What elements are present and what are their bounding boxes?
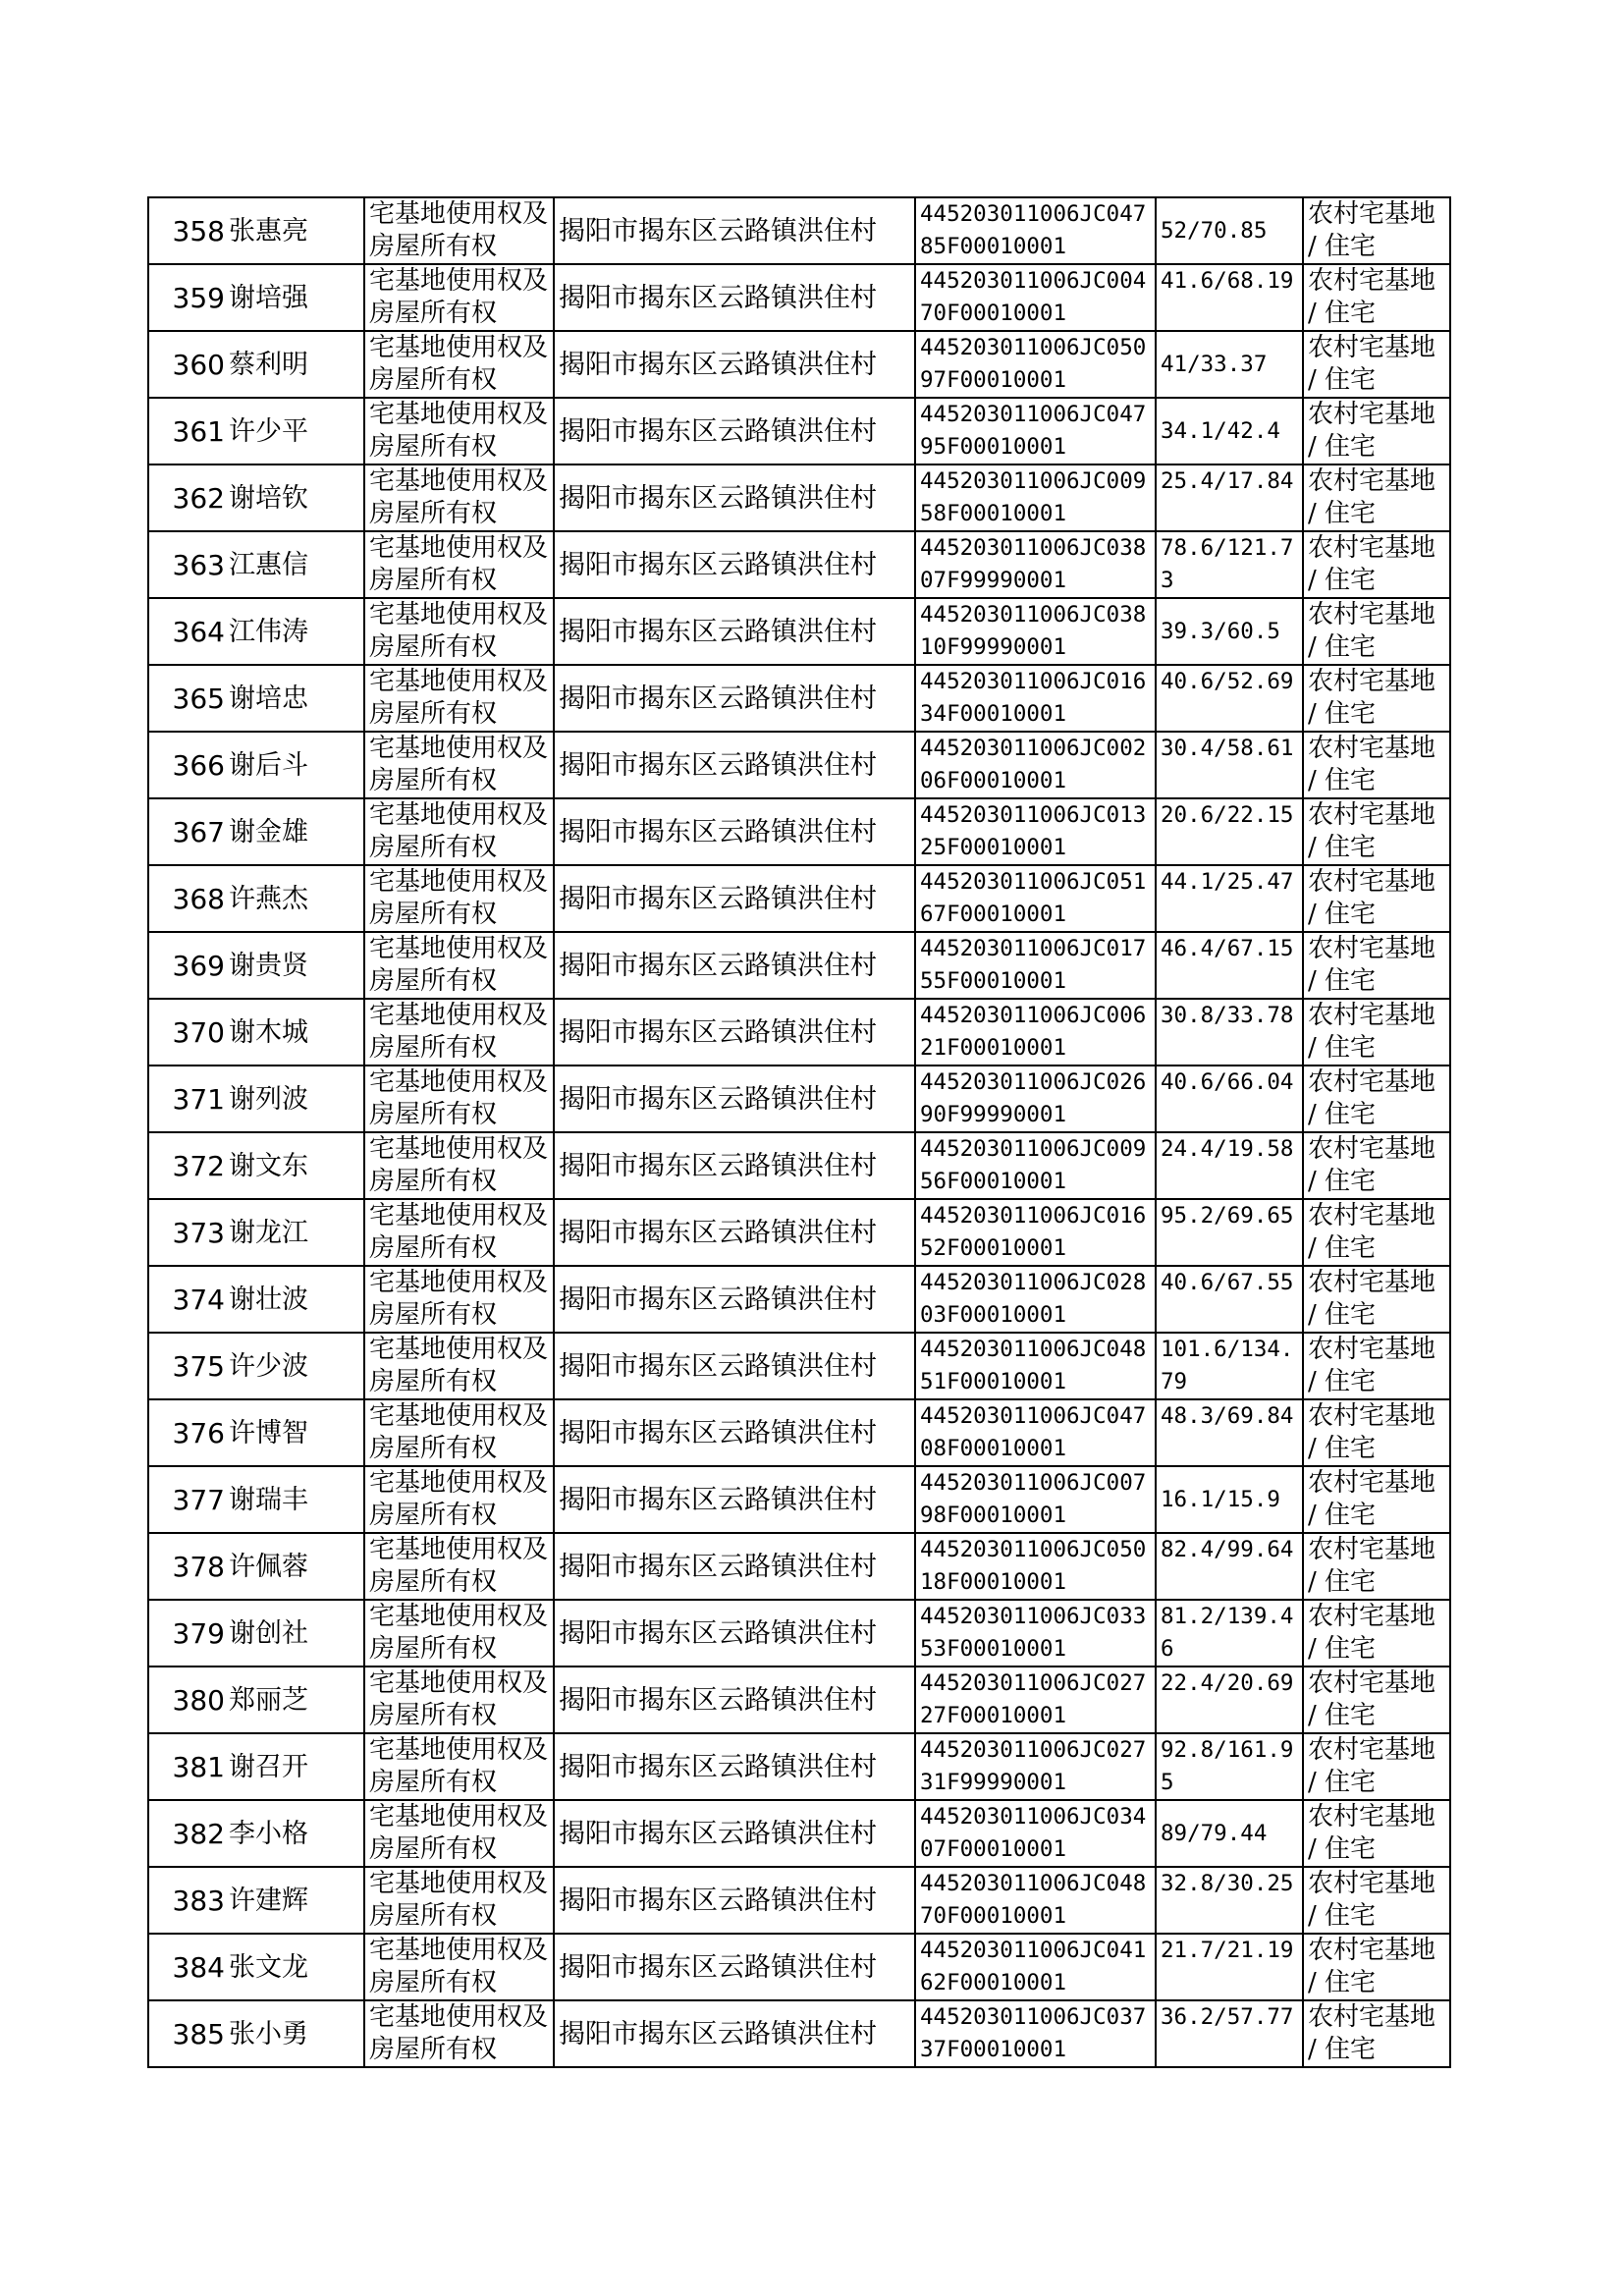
row-number-cell: 378 (148, 1533, 227, 1600)
owner-name-cell: 张小勇 (227, 2000, 364, 2067)
area-cell: 40.6/66.04 (1156, 1066, 1303, 1132)
table-row (148, 1333, 1450, 1399)
table-row (148, 732, 1450, 798)
land-use-cell: 农村宅基地 / 住宅 (1303, 798, 1450, 865)
row-number-cell: 384 (148, 1934, 227, 2000)
right-type-cell: 宅基地使用权及房屋所有权 (364, 531, 554, 598)
right-type-cell: 宅基地使用权及房屋所有权 (364, 1066, 554, 1132)
table-row (148, 1533, 1450, 1600)
address-cell: 揭阳市揭东区云路镇洪住村 (554, 531, 915, 598)
table-row (148, 865, 1450, 932)
right-type-cell: 宅基地使用权及房屋所有权 (364, 197, 554, 264)
unit-code-cell: 445203011006JC04870F00010001 (915, 1867, 1156, 1934)
area-cell: 52/70.85 (1156, 197, 1303, 264)
row-number-cell: 377 (148, 1466, 227, 1533)
unit-code-cell: 445203011006JC03810F99990001 (915, 598, 1156, 665)
address-cell: 揭阳市揭东区云路镇洪住村 (554, 732, 915, 798)
land-use-cell: 农村宅基地 / 住宅 (1303, 1600, 1450, 1667)
table-row (148, 331, 1450, 398)
address-cell: 揭阳市揭东区云路镇洪住村 (554, 1399, 915, 1466)
table-row (148, 999, 1450, 1066)
area-cell: 89/79.44 (1156, 1800, 1303, 1867)
right-type-cell: 宅基地使用权及房屋所有权 (364, 331, 554, 398)
right-type-cell: 宅基地使用权及房屋所有权 (364, 1199, 554, 1266)
row-number-cell: 379 (148, 1600, 227, 1667)
address-cell: 揭阳市揭东区云路镇洪住村 (554, 1132, 915, 1199)
area-cell: 40.6/67.55 (1156, 1266, 1303, 1333)
land-use-cell: 农村宅基地 / 住宅 (1303, 1266, 1450, 1333)
right-type-cell: 宅基地使用权及房屋所有权 (364, 999, 554, 1066)
row-number-cell: 382 (148, 1800, 227, 1867)
table-row (148, 264, 1450, 331)
row-number-cell: 368 (148, 865, 227, 932)
table-row (148, 1733, 1450, 1800)
area-cell: 48.3/69.84 (1156, 1399, 1303, 1466)
row-number-cell: 374 (148, 1266, 227, 1333)
address-cell: 揭阳市揭东区云路镇洪住村 (554, 197, 915, 264)
right-type-cell: 宅基地使用权及房屋所有权 (364, 1399, 554, 1466)
right-type-cell: 宅基地使用权及房屋所有权 (364, 1600, 554, 1667)
unit-code-cell: 445203011006JC00621F00010001 (915, 999, 1156, 1066)
area-cell: 41/33.37 (1156, 331, 1303, 398)
table-row (148, 1399, 1450, 1466)
table-row (148, 598, 1450, 665)
owner-name-cell: 许少平 (227, 398, 364, 464)
right-type-cell: 宅基地使用权及房屋所有权 (364, 1533, 554, 1600)
area-cell: 36.2/57.77 (1156, 2000, 1303, 2067)
area-cell: 101.6/134.79 (1156, 1333, 1303, 1399)
address-cell: 揭阳市揭东区云路镇洪住村 (554, 264, 915, 331)
table-row (148, 1800, 1450, 1867)
owner-name-cell: 江伟涛 (227, 598, 364, 665)
table-body (148, 197, 1450, 2067)
owner-name-cell: 蔡利明 (227, 331, 364, 398)
row-number-cell: 358 (148, 197, 227, 264)
table-row (148, 531, 1450, 598)
unit-code-cell: 445203011006JC04162F00010001 (915, 1934, 1156, 2000)
right-type-cell: 宅基地使用权及房屋所有权 (364, 665, 554, 732)
row-number-cell: 364 (148, 598, 227, 665)
land-use-cell: 农村宅基地 / 住宅 (1303, 1199, 1450, 1266)
area-cell: 16.1/15.9 (1156, 1466, 1303, 1533)
owner-name-cell: 许燕杰 (227, 865, 364, 932)
table-row (148, 1600, 1450, 1667)
unit-code-cell: 445203011006JC00470F00010001 (915, 264, 1156, 331)
address-cell: 揭阳市揭东区云路镇洪住村 (554, 865, 915, 932)
land-use-cell: 农村宅基地 / 住宅 (1303, 1533, 1450, 1600)
owner-name-cell: 谢召开 (227, 1733, 364, 1800)
unit-code-cell: 445203011006JC02803F00010001 (915, 1266, 1156, 1333)
owner-name-cell: 谢贵贤 (227, 932, 364, 999)
row-number-cell: 363 (148, 531, 227, 598)
table-row (148, 197, 1450, 264)
owner-name-cell: 谢培钦 (227, 464, 364, 531)
unit-code-cell: 445203011006JC02727F00010001 (915, 1667, 1156, 1733)
address-cell: 揭阳市揭东区云路镇洪住村 (554, 1333, 915, 1399)
table-row (148, 1934, 1450, 2000)
area-cell: 46.4/67.15 (1156, 932, 1303, 999)
owner-name-cell: 谢龙江 (227, 1199, 364, 1266)
address-cell: 揭阳市揭东区云路镇洪住村 (554, 331, 915, 398)
unit-code-cell: 445203011006JC03407F00010001 (915, 1800, 1156, 1867)
address-cell: 揭阳市揭东区云路镇洪住村 (554, 999, 915, 1066)
unit-code-cell: 445203011006JC00956F00010001 (915, 1132, 1156, 1199)
right-type-cell: 宅基地使用权及房屋所有权 (364, 2000, 554, 2067)
land-use-cell: 农村宅基地 / 住宅 (1303, 598, 1450, 665)
area-cell: 82.4/99.64 (1156, 1533, 1303, 1600)
unit-code-cell: 445203011006JC05167F00010001 (915, 865, 1156, 932)
row-number-cell: 367 (148, 798, 227, 865)
table-row (148, 1466, 1450, 1533)
address-cell: 揭阳市揭东区云路镇洪住村 (554, 932, 915, 999)
right-type-cell: 宅基地使用权及房屋所有权 (364, 865, 554, 932)
right-type-cell: 宅基地使用权及房屋所有权 (364, 932, 554, 999)
table-row (148, 398, 1450, 464)
address-cell: 揭阳市揭东区云路镇洪住村 (554, 464, 915, 531)
land-use-cell: 农村宅基地 / 住宅 (1303, 932, 1450, 999)
land-use-cell: 农村宅基地 / 住宅 (1303, 1066, 1450, 1132)
area-cell: 30.8/33.78 (1156, 999, 1303, 1066)
land-use-cell: 农村宅基地 / 住宅 (1303, 1132, 1450, 1199)
row-number-cell: 381 (148, 1733, 227, 1800)
right-type-cell: 宅基地使用权及房屋所有权 (364, 1934, 554, 2000)
unit-code-cell: 445203011006JC03737F00010001 (915, 2000, 1156, 2067)
land-use-cell: 农村宅基地 / 住宅 (1303, 865, 1450, 932)
table-row (148, 1066, 1450, 1132)
address-cell: 揭阳市揭东区云路镇洪住村 (554, 2000, 915, 2067)
row-number-cell: 369 (148, 932, 227, 999)
area-cell: 44.1/25.47 (1156, 865, 1303, 932)
owner-name-cell: 谢木城 (227, 999, 364, 1066)
owner-name-cell: 谢壮波 (227, 1266, 364, 1333)
unit-code-cell: 445203011006JC01652F00010001 (915, 1199, 1156, 1266)
land-use-cell: 农村宅基地 / 住宅 (1303, 1867, 1450, 1934)
area-cell: 34.1/42.4 (1156, 398, 1303, 464)
area-cell: 21.7/21.19 (1156, 1934, 1303, 2000)
owner-name-cell: 江惠信 (227, 531, 364, 598)
right-type-cell: 宅基地使用权及房屋所有权 (364, 1132, 554, 1199)
unit-code-cell: 445203011006JC02731F99990001 (915, 1733, 1156, 1800)
unit-code-cell: 445203011006JC03807F99990001 (915, 531, 1156, 598)
row-number-cell: 359 (148, 264, 227, 331)
row-number-cell: 376 (148, 1399, 227, 1466)
address-cell: 揭阳市揭东区云路镇洪住村 (554, 1466, 915, 1533)
address-cell: 揭阳市揭东区云路镇洪住村 (554, 1733, 915, 1800)
table-row (148, 2000, 1450, 2067)
address-cell: 揭阳市揭东区云路镇洪住村 (554, 1600, 915, 1667)
owner-name-cell: 谢金雄 (227, 798, 364, 865)
address-cell: 揭阳市揭东区云路镇洪住村 (554, 1867, 915, 1934)
owner-name-cell: 郑丽芝 (227, 1667, 364, 1733)
land-use-cell: 农村宅基地 / 住宅 (1303, 331, 1450, 398)
owner-name-cell: 张文龙 (227, 1934, 364, 2000)
land-use-cell: 农村宅基地 / 住宅 (1303, 999, 1450, 1066)
area-cell: 24.4/19.58 (1156, 1132, 1303, 1199)
address-cell: 揭阳市揭东区云路镇洪住村 (554, 598, 915, 665)
address-cell: 揭阳市揭东区云路镇洪住村 (554, 665, 915, 732)
area-cell: 92.8/161.95 (1156, 1733, 1303, 1800)
property-register-table (147, 196, 1451, 2068)
unit-code-cell: 445203011006JC01325F00010001 (915, 798, 1156, 865)
owner-name-cell: 谢文东 (227, 1132, 364, 1199)
area-cell: 39.3/60.5 (1156, 598, 1303, 665)
address-cell: 揭阳市揭东区云路镇洪住村 (554, 1667, 915, 1733)
land-use-cell: 农村宅基地 / 住宅 (1303, 1934, 1450, 2000)
row-number-cell: 361 (148, 398, 227, 464)
area-cell: 81.2/139.46 (1156, 1600, 1303, 1667)
row-number-cell: 380 (148, 1667, 227, 1733)
row-number-cell: 365 (148, 665, 227, 732)
right-type-cell: 宅基地使用权及房屋所有权 (364, 798, 554, 865)
table-row (148, 932, 1450, 999)
area-cell: 32.8/30.25 (1156, 1867, 1303, 1934)
area-cell: 20.6/22.15 (1156, 798, 1303, 865)
unit-code-cell: 445203011006JC05018F00010001 (915, 1533, 1156, 1600)
land-use-cell: 农村宅基地 / 住宅 (1303, 1399, 1450, 1466)
table-row (148, 1199, 1450, 1266)
table-row (148, 1266, 1450, 1333)
owner-name-cell: 谢列波 (227, 1066, 364, 1132)
row-number-cell: 370 (148, 999, 227, 1066)
unit-code-cell: 445203011006JC02690F99990001 (915, 1066, 1156, 1132)
land-use-cell: 农村宅基地 / 住宅 (1303, 665, 1450, 732)
row-number-cell: 360 (148, 331, 227, 398)
area-cell: 30.4/58.61 (1156, 732, 1303, 798)
table-row (148, 1667, 1450, 1733)
unit-code-cell: 445203011006JC04785F00010001 (915, 197, 1156, 264)
table-row (148, 464, 1450, 531)
land-use-cell: 农村宅基地 / 住宅 (1303, 1800, 1450, 1867)
unit-code-cell: 445203011006JC03353F00010001 (915, 1600, 1156, 1667)
unit-code-cell: 445203011006JC00798F00010001 (915, 1466, 1156, 1533)
land-use-cell: 农村宅基地 / 住宅 (1303, 2000, 1450, 2067)
owner-name-cell: 谢培忠 (227, 665, 364, 732)
right-type-cell: 宅基地使用权及房屋所有权 (364, 264, 554, 331)
land-use-cell: 农村宅基地 / 住宅 (1303, 1333, 1450, 1399)
unit-code-cell: 445203011006JC04795F00010001 (915, 398, 1156, 464)
table-row (148, 665, 1450, 732)
owner-name-cell: 张惠亮 (227, 197, 364, 264)
land-use-cell: 农村宅基地 / 住宅 (1303, 464, 1450, 531)
unit-code-cell: 445203011006JC01634F00010001 (915, 665, 1156, 732)
unit-code-cell: 445203011006JC04708F00010001 (915, 1399, 1156, 1466)
right-type-cell: 宅基地使用权及房屋所有权 (364, 1466, 554, 1533)
land-use-cell: 农村宅基地 / 住宅 (1303, 398, 1450, 464)
owner-name-cell: 许少波 (227, 1333, 364, 1399)
owner-name-cell: 许建辉 (227, 1867, 364, 1934)
right-type-cell: 宅基地使用权及房屋所有权 (364, 398, 554, 464)
row-number-cell: 383 (148, 1867, 227, 1934)
area-cell: 25.4/17.84 (1156, 464, 1303, 531)
area-cell: 22.4/20.69 (1156, 1667, 1303, 1733)
address-cell: 揭阳市揭东区云路镇洪住村 (554, 1934, 915, 2000)
row-number-cell: 373 (148, 1199, 227, 1266)
right-type-cell: 宅基地使用权及房屋所有权 (364, 1800, 554, 1867)
land-use-cell: 农村宅基地 / 住宅 (1303, 531, 1450, 598)
land-use-cell: 农村宅基地 / 住宅 (1303, 1733, 1450, 1800)
unit-code-cell: 445203011006JC05097F00010001 (915, 331, 1156, 398)
row-number-cell: 366 (148, 732, 227, 798)
land-use-cell: 农村宅基地 / 住宅 (1303, 197, 1450, 264)
address-cell: 揭阳市揭东区云路镇洪住村 (554, 1533, 915, 1600)
area-cell: 41.6/68.19 (1156, 264, 1303, 331)
land-use-cell: 农村宅基地 / 住宅 (1303, 1466, 1450, 1533)
address-cell: 揭阳市揭东区云路镇洪住村 (554, 398, 915, 464)
right-type-cell: 宅基地使用权及房屋所有权 (364, 1867, 554, 1934)
owner-name-cell: 许博智 (227, 1399, 364, 1466)
address-cell: 揭阳市揭东区云路镇洪住村 (554, 1266, 915, 1333)
row-number-cell: 372 (148, 1132, 227, 1199)
row-number-cell: 371 (148, 1066, 227, 1132)
owner-name-cell: 谢创社 (227, 1600, 364, 1667)
table-row (148, 1132, 1450, 1199)
right-type-cell: 宅基地使用权及房屋所有权 (364, 732, 554, 798)
land-use-cell: 农村宅基地 / 住宅 (1303, 264, 1450, 331)
right-type-cell: 宅基地使用权及房屋所有权 (364, 598, 554, 665)
unit-code-cell: 445203011006JC04851F00010001 (915, 1333, 1156, 1399)
area-cell: 95.2/69.65 (1156, 1199, 1303, 1266)
address-cell: 揭阳市揭东区云路镇洪住村 (554, 1800, 915, 1867)
owner-name-cell: 许佩蓉 (227, 1533, 364, 1600)
right-type-cell: 宅基地使用权及房屋所有权 (364, 464, 554, 531)
table-row (148, 1867, 1450, 1934)
row-number-cell: 362 (148, 464, 227, 531)
owner-name-cell: 谢后斗 (227, 732, 364, 798)
address-cell: 揭阳市揭东区云路镇洪住村 (554, 1066, 915, 1132)
right-type-cell: 宅基地使用权及房屋所有权 (364, 1733, 554, 1800)
address-cell: 揭阳市揭东区云路镇洪住村 (554, 798, 915, 865)
land-use-cell: 农村宅基地 / 住宅 (1303, 1667, 1450, 1733)
area-cell: 40.6/52.69 (1156, 665, 1303, 732)
area-cell: 78.6/121.73 (1156, 531, 1303, 598)
address-cell: 揭阳市揭东区云路镇洪住村 (554, 1199, 915, 1266)
row-number-cell: 375 (148, 1333, 227, 1399)
owner-name-cell: 谢瑞丰 (227, 1466, 364, 1533)
owner-name-cell: 谢培强 (227, 264, 364, 331)
unit-code-cell: 445203011006JC01755F00010001 (915, 932, 1156, 999)
row-number-cell: 385 (148, 2000, 227, 2067)
right-type-cell: 宅基地使用权及房屋所有权 (364, 1667, 554, 1733)
table-row (148, 798, 1450, 865)
unit-code-cell: 445203011006JC00206F00010001 (915, 732, 1156, 798)
right-type-cell: 宅基地使用权及房屋所有权 (364, 1266, 554, 1333)
unit-code-cell: 445203011006JC00958F00010001 (915, 464, 1156, 531)
land-use-cell: 农村宅基地 / 住宅 (1303, 732, 1450, 798)
owner-name-cell: 李小格 (227, 1800, 364, 1867)
right-type-cell: 宅基地使用权及房屋所有权 (364, 1333, 554, 1399)
